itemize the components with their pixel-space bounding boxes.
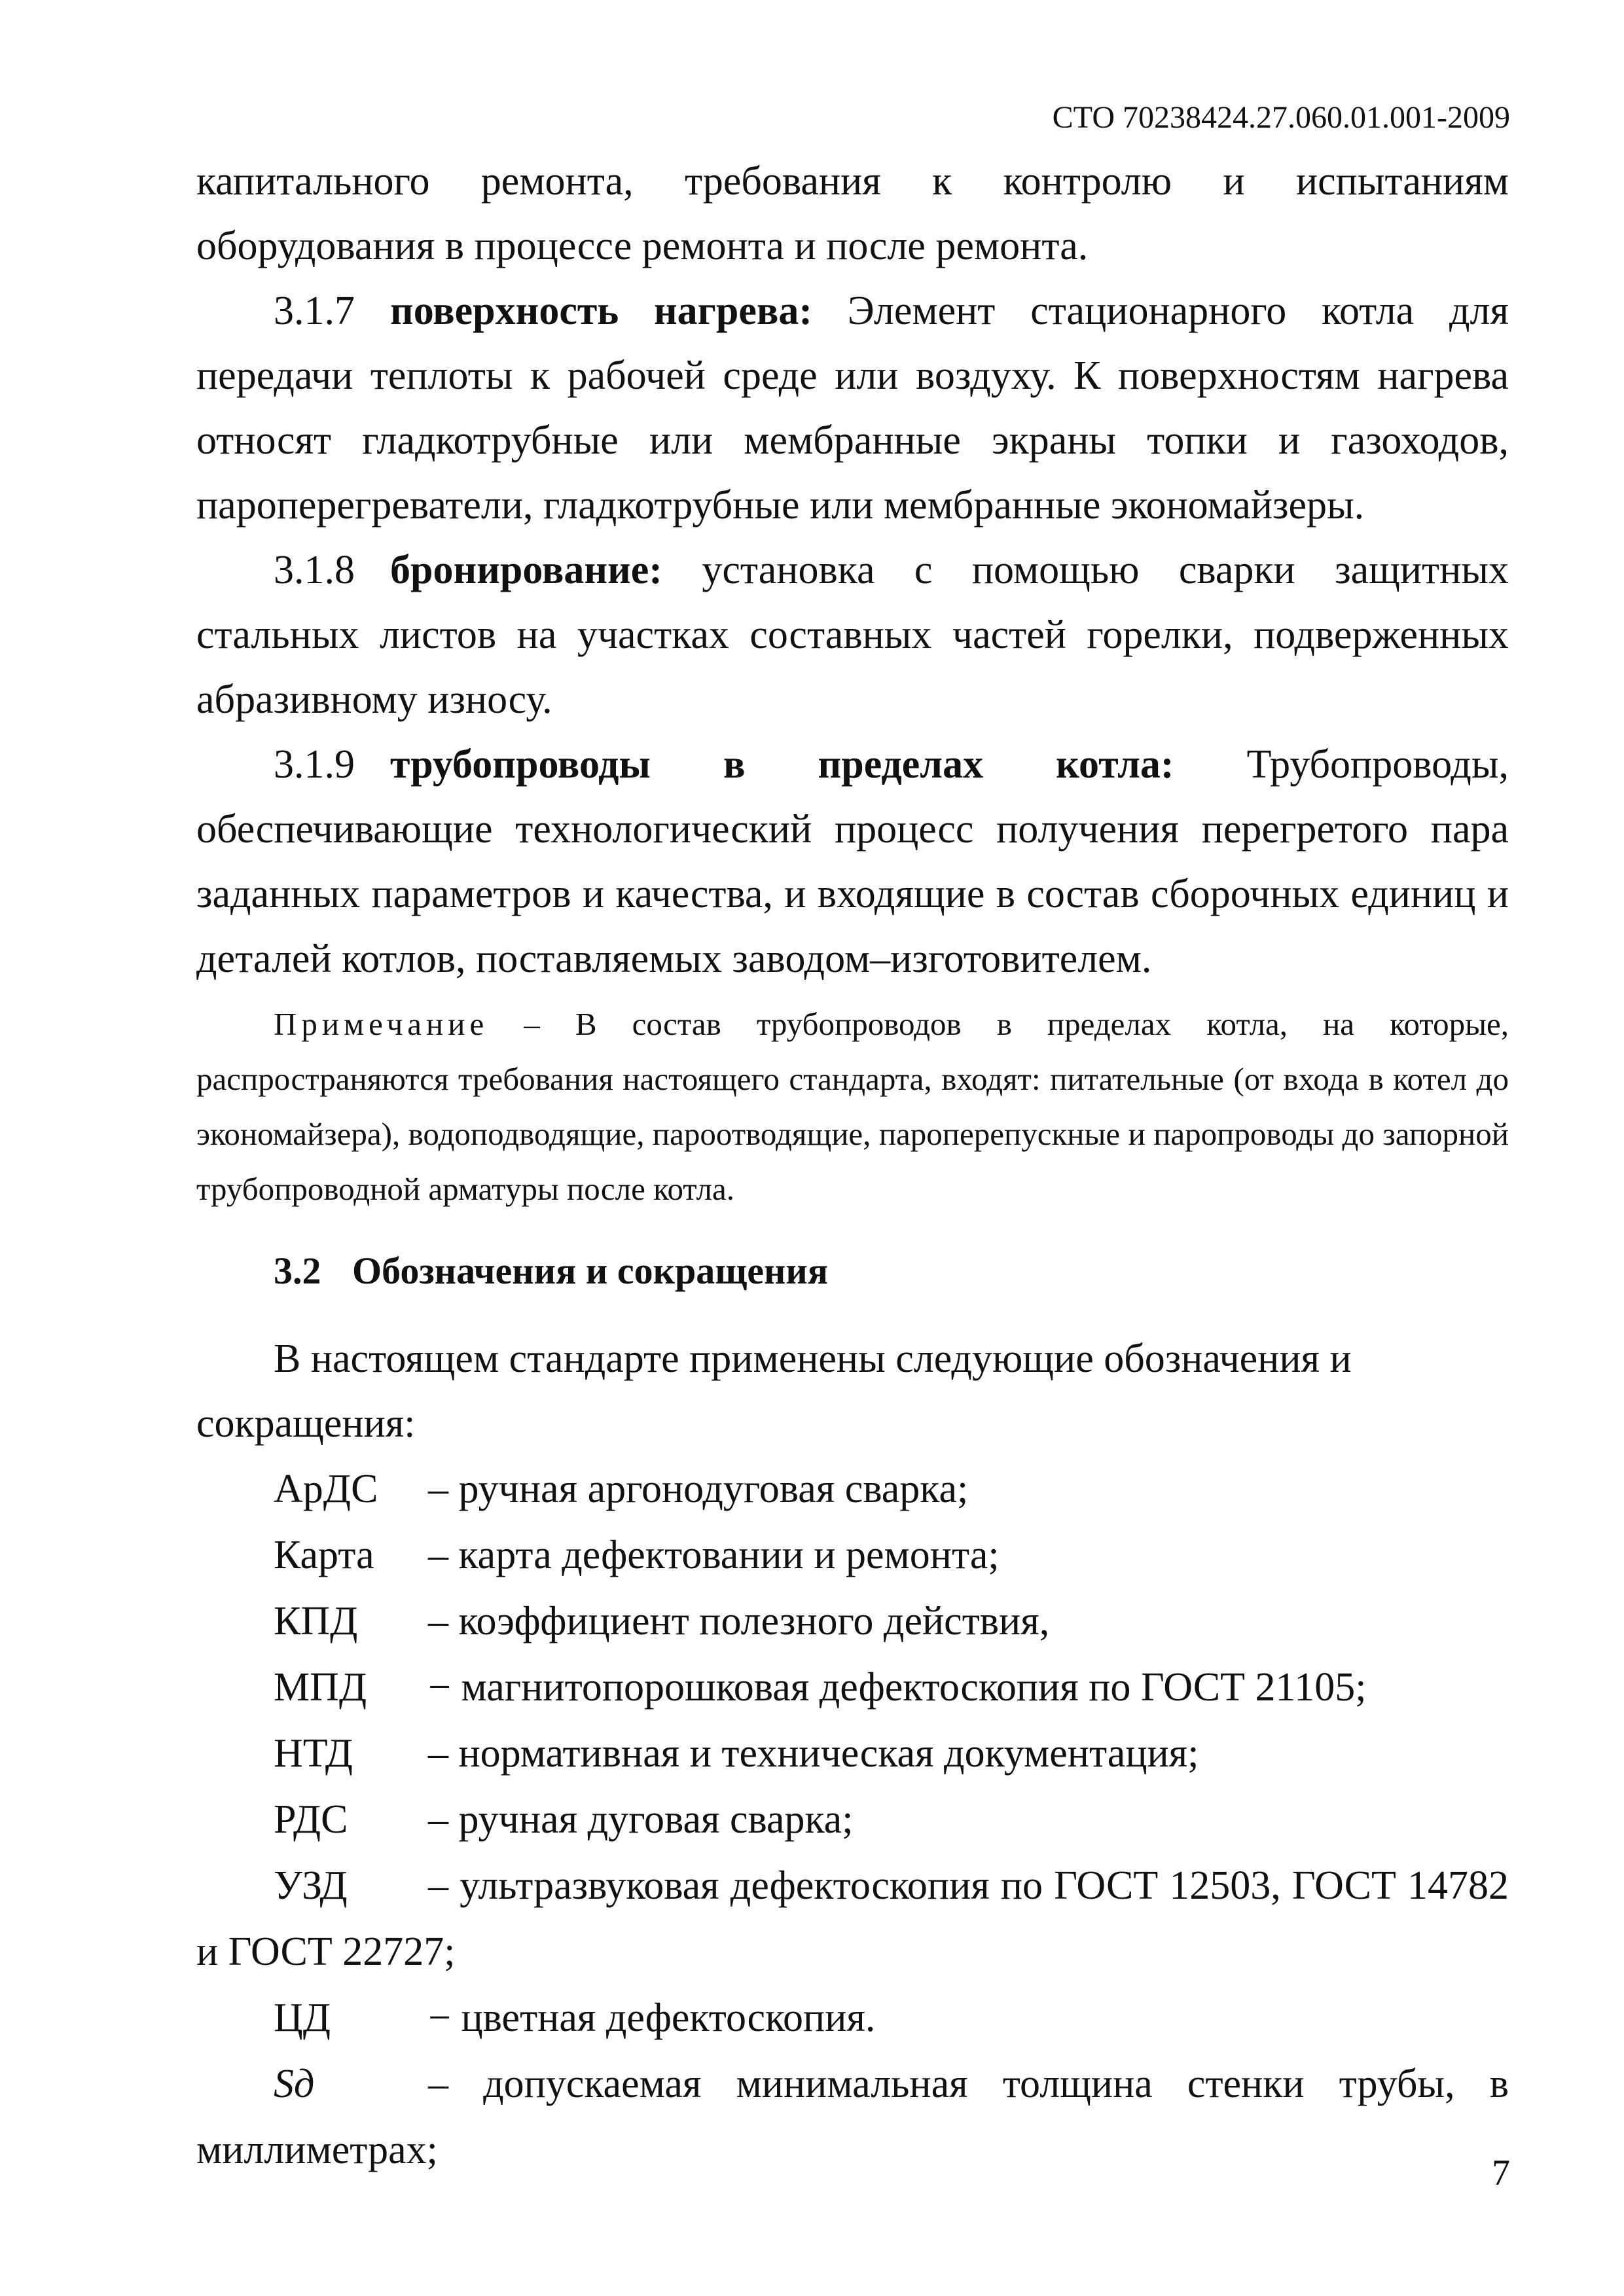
abbreviation-term: НТД — [274, 1731, 353, 1776]
abbreviation-item — [196, 1985, 1509, 2051]
abbreviation-term: УЗД — [274, 1863, 348, 1908]
clause-number: 3.1.7 — [274, 289, 355, 333]
abbreviation-description: – ручная дуговая сварка; — [428, 1797, 854, 1842]
definition-3-1-8 — [196, 538, 1509, 732]
section-title: Обозначения и сокращения — [352, 1249, 829, 1292]
page-number: 7 — [1492, 2153, 1510, 2193]
note-paragraph — [196, 997, 1509, 1217]
abbreviation-term: КПД — [274, 1599, 358, 1643]
abbreviation-item — [196, 1787, 1509, 1853]
section-intro: В настоящем стандарте применены следующие обозначения и сокращения: — [196, 1336, 1352, 1446]
definition-3-1-9 — [196, 732, 1509, 992]
abbreviation-item — [196, 1456, 1509, 1522]
defined-term: трубопроводы в пределах котла: — [390, 742, 1174, 787]
abbreviation-item — [196, 1721, 1509, 1787]
defined-term: бронирование: — [390, 548, 662, 592]
abbreviation-term: МПД — [274, 1665, 367, 1710]
definition-text: Трубопроводы, обеспечивающие технологический процесс получения перегретого пара заданных параметров и качества, и входящие в состав сборочных единиц и деталей котлов, поставляемых заводом–изготовителем. — [196, 742, 1509, 981]
defined-term: поверхность нагрева: — [390, 289, 812, 333]
abbreviation-item — [196, 1522, 1509, 1588]
section-heading — [274, 1248, 1509, 1294]
abbreviation-description: − магнитопорошковая дефектоскопия по ГОСТ 21105; — [428, 1665, 1367, 1710]
abbreviation-description: – коэффициент полезного действия, — [428, 1599, 1050, 1643]
document-code-header: СТО 70238424.27.060.01.001-2009 — [1052, 100, 1510, 135]
abbreviation-description: – ультразвуковая дефектоскопия по ГОСТ 12503, ГОСТ 14782 и ГОСТ 22727; — [196, 1863, 1509, 1974]
note-text: – В состав трубопроводов в пределах котла, на которые, распространяются требования настоящего стандарта, входят: питательные (от входа в котел до экономайзера), водоподводящие, пароотводящие, пароперепускные и паропроводы до запорной трубопроводной арматуры после котла. — [196, 1006, 1509, 1207]
abbreviation-description: − цветная дефектоскопия. — [428, 1996, 876, 2040]
section-number: 3.2 — [274, 1249, 321, 1292]
note-label: Примечание — [274, 1006, 489, 1042]
definition-text: Элемент стационарного котла для передачи теплоты к рабочей среде или воздуху. К поверхностям нагрева относят гладкотрубные или мембранные экраны топки и газоходов, пароперегреватели, гладкотрубные или мембранные экономайзеры. — [196, 289, 1509, 528]
abbreviation-item — [196, 1588, 1509, 1655]
abbreviation-description: – ручная аргонодуговая сварка; — [428, 1467, 969, 1511]
page-content — [196, 149, 1509, 2183]
continuation-paragraph: капитального ремонта, требования к контролю и испытаниям оборудования в процессе ремонта и после ремонта. — [196, 159, 1509, 268]
definition-3-1-7 — [196, 279, 1509, 538]
abbreviation-description: – допускаемая минимальная толщина стенки трубы, в миллиметрах; — [196, 2062, 1509, 2172]
abbreviation-term: Sд — [274, 2062, 315, 2106]
abbreviation-item — [196, 1853, 1509, 1985]
clause-number: 3.1.8 — [274, 548, 355, 592]
abbreviation-term: РДС — [274, 1797, 348, 1842]
abbreviation-item — [196, 1655, 1509, 1721]
abbreviation-term: АрДС — [274, 1467, 378, 1511]
abbreviation-term: ЦД — [274, 1996, 331, 2040]
abbreviation-description: – карта дефектовании и ремонта; — [428, 1533, 1000, 1577]
abbreviation-description: – нормативная и техническая документация; — [428, 1731, 1199, 1776]
definition-text: установка с помощью сварки защитных стальных листов на участках составных частей горелки, подверженных абразивному износу. — [196, 548, 1509, 722]
abbreviation-item — [196, 2051, 1509, 2183]
abbreviation-term: Карта — [274, 1533, 374, 1577]
clause-number: 3.1.9 — [274, 742, 355, 787]
